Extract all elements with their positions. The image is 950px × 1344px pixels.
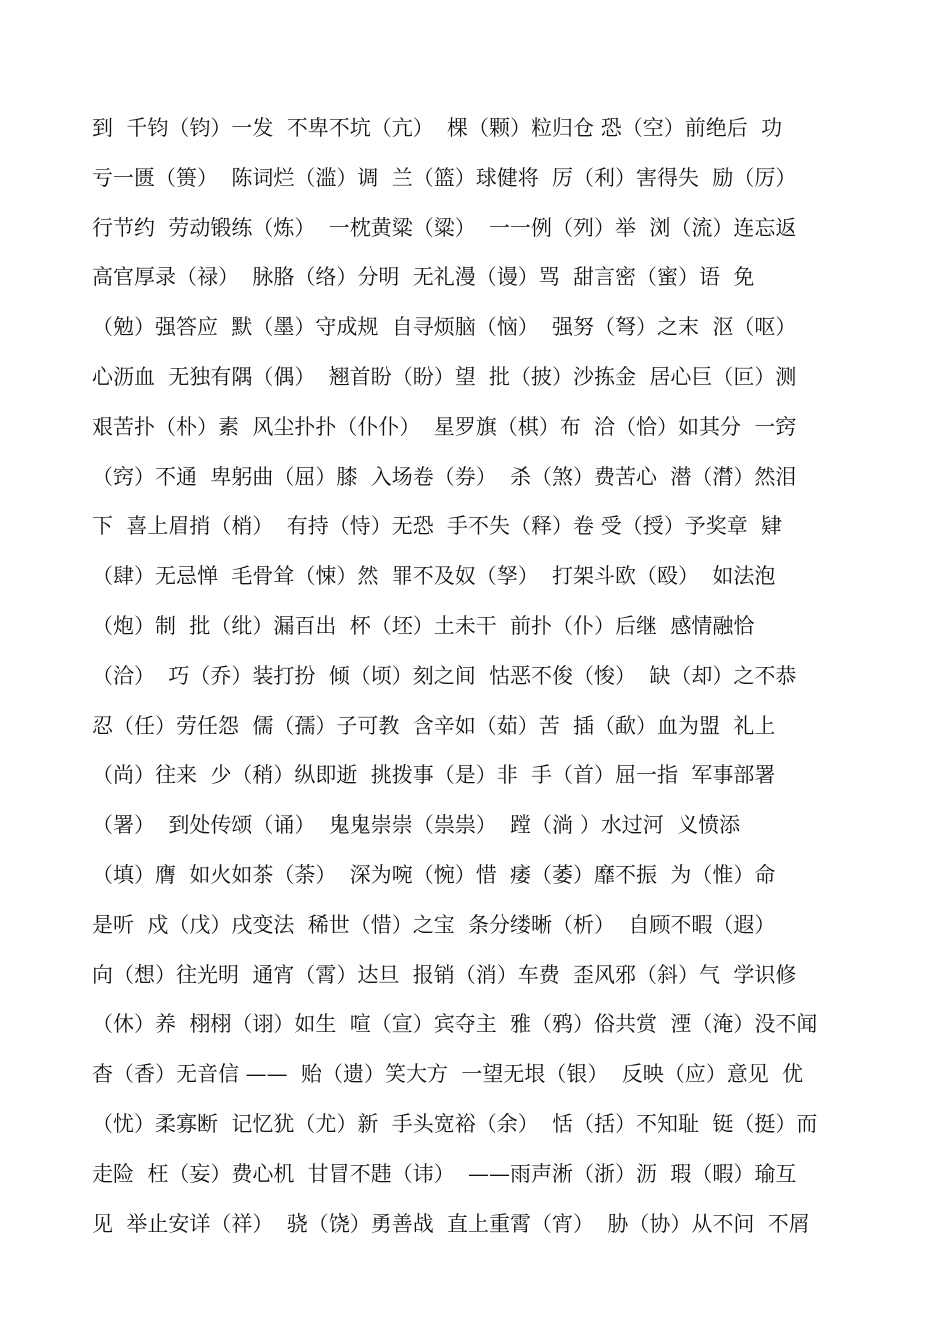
text-line: 艰苦扑（朴）素 风尘扑扑（仆仆） 星罗旗（棋）布 洽（恰）如其分 一窍 xyxy=(92,414,797,439)
text-line: 是听 戍（戊）戌变法 稀世（惜）之宝 条分缕晰（析） 自顾不暇（遐） xyxy=(92,912,776,937)
text-line: 见 举止安详（祥） 骁（饶）勇善战 直上重霄（宵） 胁（协）从不问 不屑 xyxy=(92,1211,810,1236)
text-line: 亏一匮（篑） 陈词烂（滥）调 兰（篮）球健将 厉（利）害得失 励（厉） xyxy=(92,165,797,190)
text-line: （署） 到处传颂（诵） 鬼鬼崇崇（祟祟） 蹚（淌 ）水过河 义愤添 xyxy=(92,813,741,838)
text-line: 下 喜上眉捎（梢） 有持（恃）无恐 手不失（释）卷 受（授）予奖章 肄 xyxy=(92,514,783,539)
text-line: 走险 枉（妄）费心机 甘冒不韪（讳） ——雨声淅（浙）沥 瑕（暇）瑜互 xyxy=(92,1161,797,1186)
text-line: （填）膺 如火如茶（荼） 深为啘（惋）惜 痿（萎）靡不振 为（惟）命 xyxy=(92,862,776,887)
text-line: （休）养 栩栩（诩）如生 喧（宣）宾夺主 雅（鸦）俗共赏 湮（淹）没不闻 xyxy=(92,1012,818,1037)
text-line: 向（想）往光明 通宵（霄）达旦 报销（消）车费 歪风邪（斜）气 学识修 xyxy=(92,962,797,987)
text-line: 到 千钧（钧）一发 不卑不坑（亢） 棵（颗）粒归仓 恐（空）前绝后 功 xyxy=(92,116,783,140)
text-line: （勉）强答应 默（墨）守成规 自寻烦脑（恼） 强努（弩）之末 沤（呕） xyxy=(92,315,797,340)
text-line: （肆）无忌惮 毛骨耸（悚）然 罪不及奴（孥） 打架斗欧（殴） 如法泡 xyxy=(92,564,776,589)
text-line: （窍）不通 卑躬曲（屈）膝 入场卷（券） 杀（煞）费苦心 潜（潸）然泪 xyxy=(92,464,797,489)
text-line: 高官厚录（禄） 脉胳（络）分明 无礼漫（谩）骂 甜言密（蜜）语 免 xyxy=(92,265,755,290)
text-line: （洽） 巧（乔）装打扮 倾（顷）刻之间 怙恶不俊（悛） 缺（却）之不恭 xyxy=(92,663,797,688)
body-text xyxy=(92,104,872,1249)
text-line: （忧）柔寡断 记忆犹（尤）新 手头宽裕（余） 恬（括）不知耻 铤（挺）而 xyxy=(92,1111,818,1136)
text-line: 忍（任）劳任怨 儒（孺）子可教 含辛如（茹）苦 插（歃）血为盟 礼上 xyxy=(92,713,776,738)
text-line: 心沥血 无独有隅（偶） 翘首盼（盼）望 批（披）沙拣金 居心巨（叵）测 xyxy=(92,364,797,389)
text-line: 行节约 劳动锻练（炼） 一枕黄粱（粱） 一一例（列）举 浏（流）连忘返 xyxy=(92,215,797,240)
text-line: （炮）制 批（纰）漏百出 杯（坯）土未干 前扑（仆）后继 感情融恰 xyxy=(92,613,755,638)
text-line: （尚）往来 少（稍）纵即逝 挑拨事（是）非 手（首）屈一指 军事部署 xyxy=(92,763,776,788)
text-line: 杳（香）无音信 —— 贻（遗）笑大方 一望无垠（银） 反映（应）意见 优 xyxy=(92,1062,804,1087)
